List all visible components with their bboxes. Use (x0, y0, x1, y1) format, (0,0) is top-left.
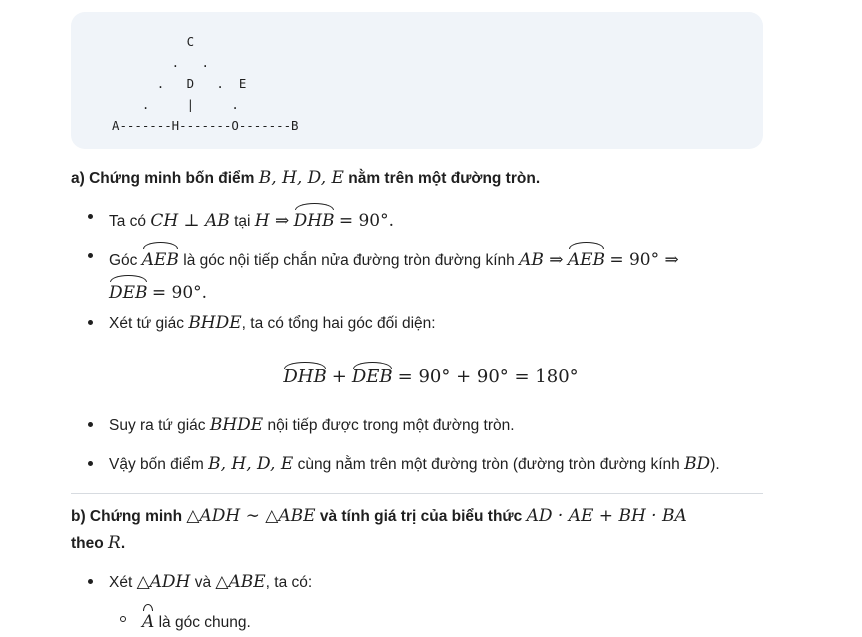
angle-arc: DEB (352, 362, 393, 387)
math: AB ⇒ (519, 250, 564, 270)
text: theo (71, 535, 104, 552)
text: là góc nội tiếp chắn nửa đường tròn đường kính (183, 252, 515, 269)
part-b-heading (71, 503, 761, 557)
math: H ⇒ (254, 211, 290, 231)
diagram-line-3: . D . E (112, 76, 247, 91)
diagram-line-4: . | . (112, 97, 239, 112)
text: Xét tứ giác (109, 315, 184, 332)
part-a-tail: nằm trên một đường tròn. (348, 170, 541, 187)
text: Vậy bốn điểm (109, 456, 204, 473)
section-divider (71, 493, 763, 494)
text: và (194, 574, 212, 591)
diagram-line-5: A-------H-------O-------B (112, 118, 299, 133)
text: là góc chung. (158, 614, 251, 631)
math: = 90° + 90° = 180° (397, 366, 579, 387)
math: △ADH ∼ △ABE (186, 506, 316, 526)
math: △ADH (136, 572, 191, 592)
text: tại (234, 213, 251, 230)
diagram-line-1: C (112, 34, 195, 49)
math: △ABE (215, 572, 266, 592)
text: Suy ra tứ giác (109, 417, 206, 434)
text: , ta có tổng hai góc đối diện: (241, 315, 436, 332)
bullet-dot (88, 461, 93, 466)
part-a-points: B, H, D, E (258, 168, 344, 188)
list-item-b1-sub (142, 604, 792, 637)
list-item-a5 (109, 450, 759, 479)
part-b-lead: b) Chứng minh (71, 508, 183, 525)
list-item-a2 (109, 242, 759, 308)
text: . (120, 535, 126, 552)
nested-bullet-dot (120, 616, 126, 622)
math: AD · AE + BH · BA (526, 506, 687, 526)
list-item-a3 (109, 309, 759, 338)
ascii-diagram-block (71, 12, 763, 149)
list-item-a1 (109, 203, 759, 236)
ascii-diagram (112, 31, 299, 136)
text: ). (710, 456, 720, 473)
math: R (108, 533, 121, 553)
bullet-dot (88, 422, 93, 427)
part-a-heading (71, 165, 761, 192)
text: cùng nằm trên một đường tròn (đường tròn đường kính (297, 456, 680, 473)
display-equation (0, 362, 862, 387)
text: Xét (109, 574, 133, 591)
math: = 90°. (151, 283, 208, 303)
angle-arc: DHB (283, 362, 326, 387)
list-item-b1 (109, 568, 759, 597)
angle-arc: A (142, 604, 154, 636)
math: B, H, D, E (208, 454, 294, 474)
math: = 90° ⇒ (609, 250, 679, 270)
math: CH ⊥ AB (150, 211, 230, 231)
bullet-dot (88, 579, 93, 584)
text: Ta có (109, 213, 147, 230)
angle-arc: DHB (294, 203, 335, 235)
math: BD (684, 454, 711, 474)
angle-arc: AEB (142, 242, 179, 274)
math: = 90°. (338, 211, 395, 231)
text: nội tiếp được trong một đường tròn. (267, 417, 515, 434)
math: BHDE (188, 313, 242, 333)
math: BHDE (209, 415, 264, 435)
math: + (331, 366, 347, 387)
angle-arc: DEB (109, 275, 148, 307)
text: , ta có: (265, 574, 313, 591)
text: và tính giá trị của biểu thức (319, 508, 523, 525)
bullet-dot (88, 214, 93, 219)
text: Góc (109, 252, 138, 269)
bullet-dot (88, 320, 93, 325)
bullet-dot (88, 253, 93, 258)
angle-arc: AEB (568, 242, 605, 274)
part-a-lead: a) Chứng minh bốn điểm (71, 170, 255, 187)
list-item-a4 (109, 411, 759, 440)
diagram-line-2: . . (112, 55, 209, 70)
